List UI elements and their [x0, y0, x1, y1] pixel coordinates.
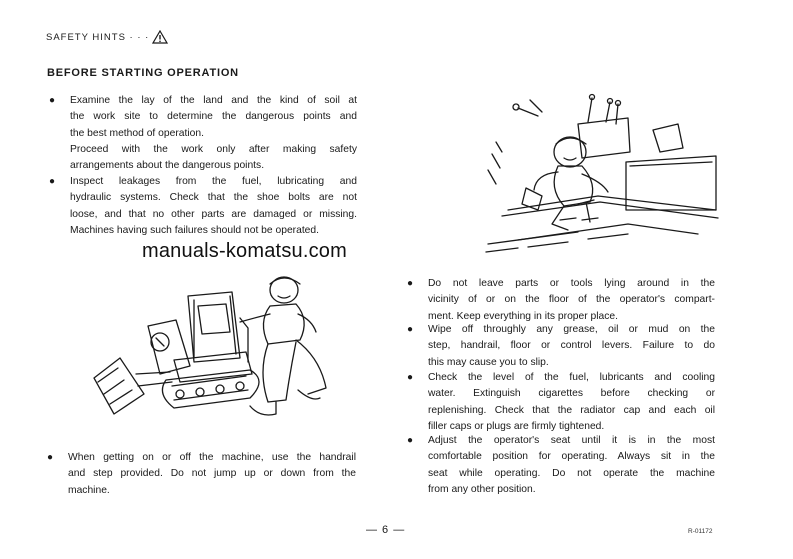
text-line: Adjust the operator's seat until it is in the most [428, 435, 715, 446]
left-paragraph-2 [49, 174, 357, 239]
left-paragraph-3 [47, 450, 356, 499]
bullet: ● [407, 278, 414, 289]
text-line: comfortable position for operating. Always sit in the [428, 451, 715, 463]
text-line: Do not leave parts or tools lying around in the [428, 278, 715, 289]
bullet: ● [49, 176, 56, 187]
figure-code: R-01172 [688, 528, 713, 535]
right-paragraph-2 [407, 322, 715, 371]
text-line: Machines having such failures should not be operated. [70, 224, 320, 236]
text-line: this may cause you to slip. [428, 356, 549, 368]
text-line: ment. Keep everything in its proper place. [428, 310, 619, 322]
text-line: Check the level of the fuel, lubricants and cooling [428, 372, 715, 383]
text-line: from any other position. [428, 483, 536, 495]
text-line: the work site to determine the dangerous points and [70, 111, 357, 123]
right-paragraph-3 [407, 370, 715, 435]
operator-cab-illustration [478, 92, 723, 262]
bullet: ● [47, 452, 54, 463]
text-line: Examine the lay of the land and the kind of soil at [70, 95, 357, 106]
text-line: and step provided. Do not jump up or down from the [68, 468, 356, 480]
text-line: vicinity of or on the floor of the operator's compart- [428, 294, 715, 306]
text-line: Wipe off throughly any grease, oil or mud on the [428, 324, 715, 335]
bullet: ● [407, 372, 414, 383]
text-line: the best method of operation. [70, 127, 204, 139]
page-number: — 6 — [366, 524, 406, 536]
text-line: arrangements about the dangerous points. [70, 160, 265, 172]
text-line: machine. [68, 484, 110, 496]
bullet: ● [407, 324, 414, 335]
header-title: SAFETY HINTS · · · [46, 31, 150, 43]
text-line: filler caps or plugs are firmly tightened. [428, 420, 605, 432]
text-line: hydraulic systems. Check that the shoe bolts are not [70, 192, 357, 204]
text-line: loose, and that no other parts are damaged or missing. [70, 208, 357, 220]
watermark-text: manuals-komatsu.com [142, 240, 347, 262]
left-paragraph-1 [49, 93, 357, 174]
text-line: seat while operating. Do not operate the machine [428, 467, 715, 479]
text-line: Inspect leakages from the fuel, lubricating and [70, 176, 357, 187]
bulldozer-illustration [90, 262, 360, 442]
bullet: ● [407, 435, 414, 446]
text-line: When getting on or off the machine, use the handrail [68, 452, 356, 463]
text-line: replenishing. Check that the radiator cap and each oil [428, 404, 715, 416]
warning-triangle-icon [152, 30, 168, 44]
text-line: water. Extinguish cigarettes before checking or [428, 388, 715, 400]
bullet: ● [49, 95, 56, 106]
page-header [46, 30, 168, 44]
text-line: step, handrail, floor or control levers. Failure to do [428, 340, 715, 352]
right-paragraph-4 [407, 433, 715, 498]
right-paragraph-1 [407, 276, 715, 325]
text-line: Proceed with the work only after making safety [70, 143, 357, 155]
section-title: BEFORE STARTING OPERATION [47, 67, 239, 79]
